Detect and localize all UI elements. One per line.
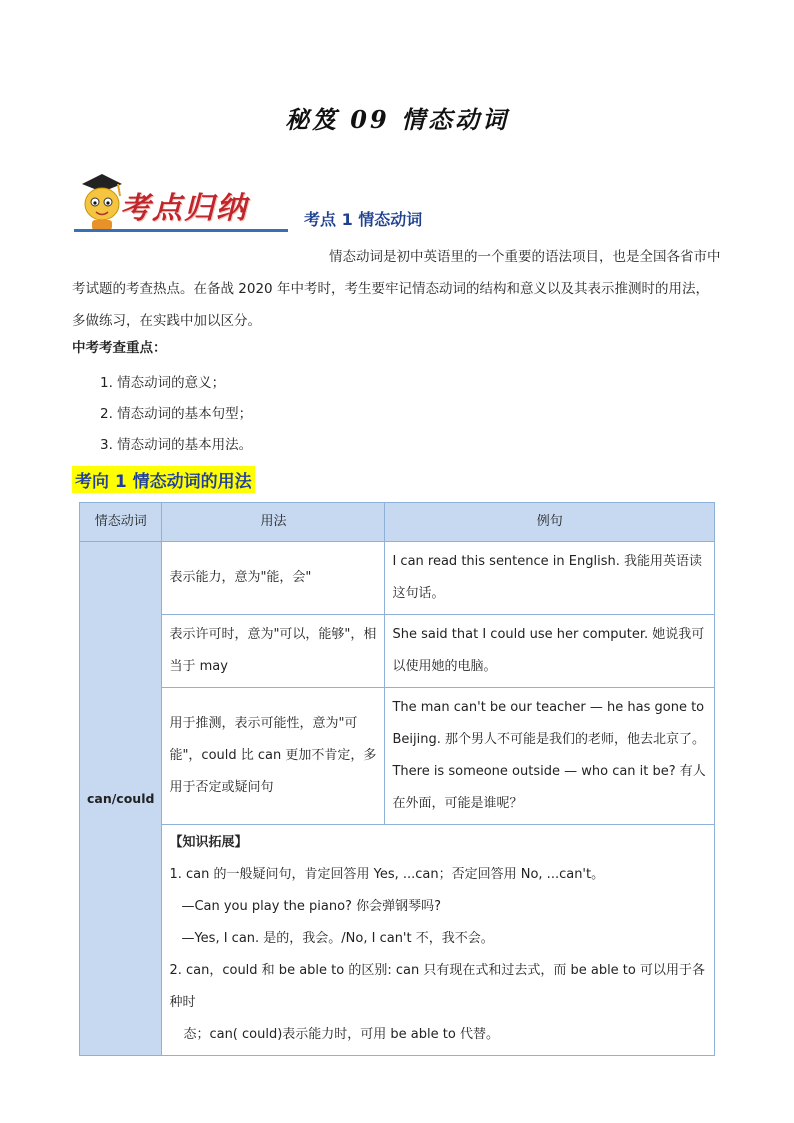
usage-cell: 用于推测，表示可能性，意为"可能"，could 比 can 更加不肯定，多用于否定或疑问句 xyxy=(162,688,385,825)
table-row xyxy=(80,542,715,615)
header-example: 例句 xyxy=(385,503,715,542)
banner-label: 考点归纳 xyxy=(120,191,248,226)
extension-cell xyxy=(162,825,715,1056)
extension-line: 2. can，could 和 be able to 的区别: can 只有现在式和过去式，而 be able to 可以用于各种时 xyxy=(169,963,705,1010)
extension-line: 态；can( could)表示能力时，可用 be able to 代替。 xyxy=(183,1027,499,1042)
table-row xyxy=(80,688,715,825)
list-item: 2. 情态动词的基本句型； xyxy=(100,406,253,422)
modal-verbs-table xyxy=(79,502,715,1056)
page-title: 秘笈 09 情态动词 xyxy=(284,105,510,134)
extension-line: —Yes, I can. 是的，我会。/No, I can't 不，我不会。 xyxy=(181,931,494,946)
key-points-heading: 中考考查重点： xyxy=(72,340,167,356)
extension-line: 1. can 的一般疑问句，肯定回答用 Yes, ...can；否定回答用 No, ...can't。 xyxy=(169,867,605,882)
header-modal: 情态动词 xyxy=(80,503,162,542)
example-line: The man can't be our teacher — he has gone to Beijing. 那个男人不可能是我们的老师，他去北京了。 xyxy=(392,700,705,747)
list-item: 1. 情态动词的意义； xyxy=(100,375,226,391)
intro-paragraph: 情态动词是初中英语里的一个重要的语法项目，也是全国各省市中考试题的考查热点。在备战 2020 年中考时，考生要牢记情态动词的结构和意义以及其表示推测时的用法，多做练习，在实践中加以区分。 xyxy=(72,249,721,329)
table-row xyxy=(80,615,715,688)
usage-cell: 表示许可时，意为"可以，能够"，相当于 may xyxy=(162,615,385,688)
extension-line: —Can you play the piano? 你会弹钢琴吗? xyxy=(181,899,441,914)
header-usage: 用法 xyxy=(162,503,385,542)
direction-heading: 考向 1 情态动词的用法 xyxy=(72,466,255,493)
extension-row xyxy=(80,825,715,1056)
banner-underline xyxy=(74,229,288,232)
section-heading: 考点 1 情态动词 xyxy=(304,210,423,229)
example-cell xyxy=(385,688,715,825)
modal-cell: can/could xyxy=(80,542,162,1056)
example-line: There is someone outside — who can it be? 有人在外面，可能是谁呢？ xyxy=(392,764,706,811)
example-cell: She said that I could use her computer. 她说我可以使用她的电脑。 xyxy=(385,615,715,688)
table-header-row xyxy=(80,503,715,542)
mascot-icon xyxy=(82,174,122,230)
list-item: 3. 情态动词的基本用法。 xyxy=(100,437,253,453)
example-cell: I can read this sentence in English. 我能用英语读这句话。 xyxy=(385,542,715,615)
usage-cell: 表示能力，意为"能，会" xyxy=(162,542,385,615)
extension-title: 【知识拓展】 xyxy=(169,835,248,850)
key-points-list xyxy=(100,368,252,461)
